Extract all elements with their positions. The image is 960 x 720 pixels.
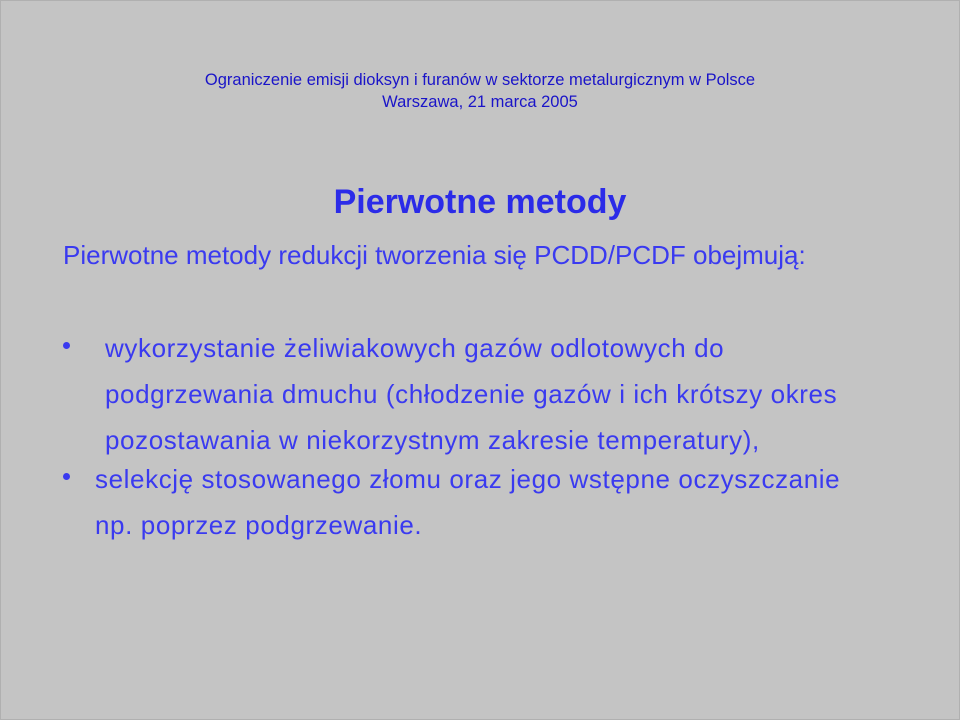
bullet-text: selekcję stosowanego złomu oraz jego wstępne oczyszczanie np. poprzez podgrzewanie.: [95, 464, 841, 540]
bullet-text: wykorzystanie żeliwiakowych gazów odlotowych do podgrzewania dmuchu (chłodzenie gazów i ich krótszy okres pozostawania w niekorzystnym zakresie temperatury),: [105, 333, 838, 455]
intro-text: Pierwotne metody redukcji tworzenia się PCDD/PCDF obejmują:: [63, 240, 806, 270]
slide-title: Pierwotne metody: [333, 183, 627, 221]
bullet-icon: [63, 473, 70, 480]
bullet-icon: [63, 342, 70, 349]
header-date: Warszawa, 21 marca 2005: [382, 93, 578, 111]
list-item: [1, 456, 855, 548]
header-title: Ograniczenie emisji dioksyn i furanów w sektorze metalurgicznym w Polsce: [204, 71, 756, 89]
slide-header: [1, 69, 959, 113]
list-item: [1, 325, 895, 463]
bullet-list: [1, 325, 959, 548]
